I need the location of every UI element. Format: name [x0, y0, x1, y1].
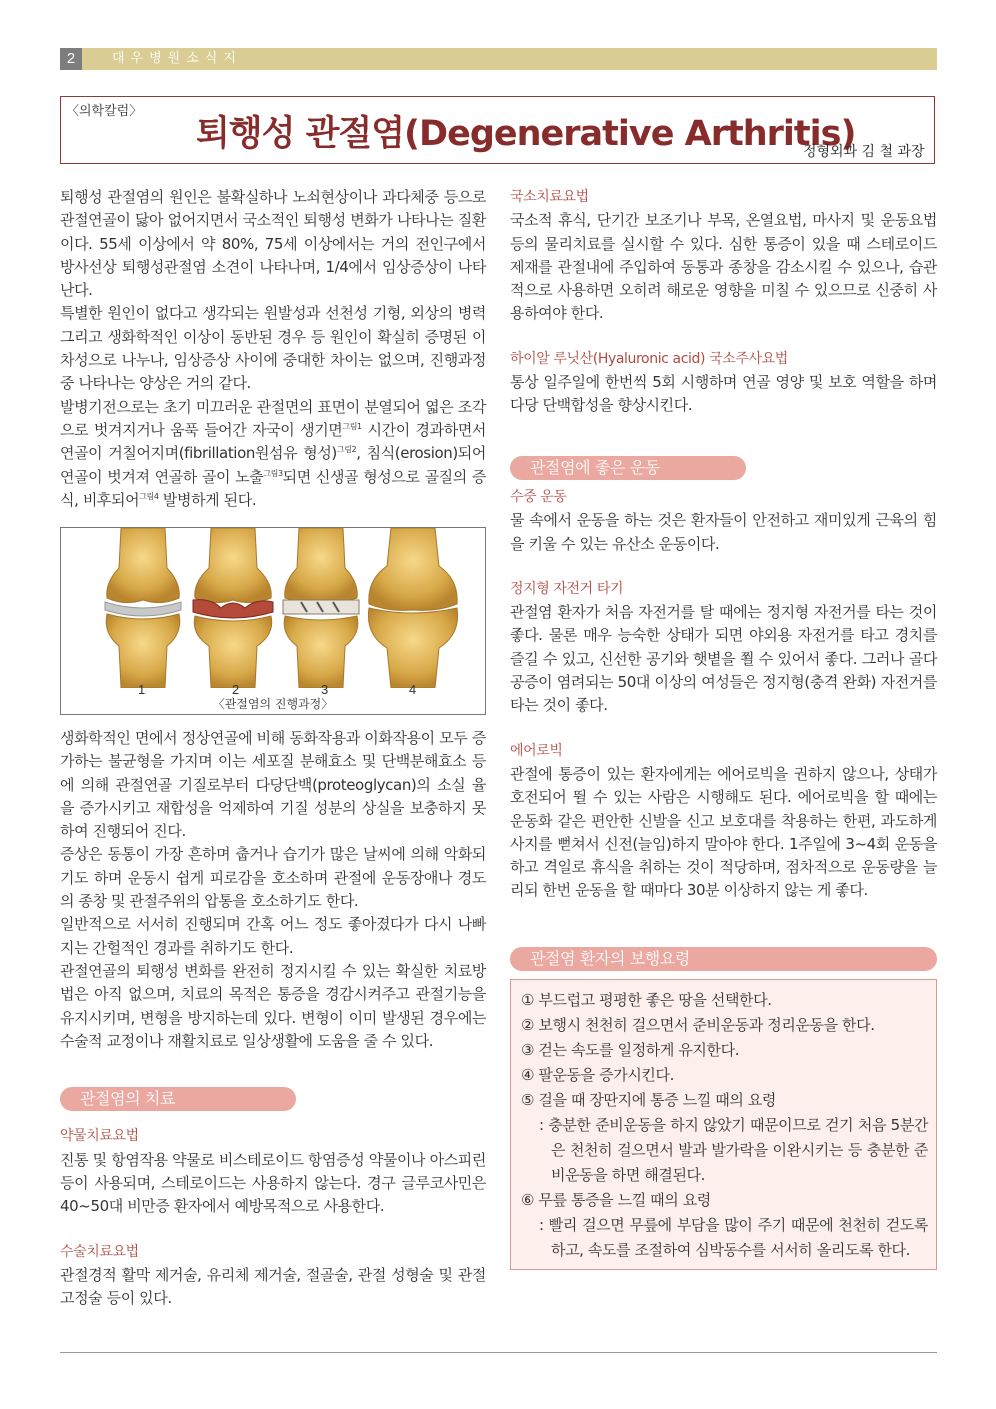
- right-column: [510, 186, 937, 1270]
- walking-item-1: ① 부드럽고 평평한 좋은 땅을 선택한다.: [521, 990, 772, 1009]
- aerobic-title: 에어로빅: [510, 742, 563, 759]
- walking-item-4: ④ 팔운동을 증가시킨다.: [521, 1065, 674, 1084]
- column-tag: 〈의학칼럼〉: [66, 104, 143, 119]
- bike-title: 정지형 자전거 타기: [510, 580, 624, 597]
- walking-item-5-detail: : 충분한 준비운동을 하지 않았기 때문이므로 걷기 처음 5분간은 천천히 걸으면서 발과 발가락을 이완시키는 등 충분한 준비운동을 하면 해결된다.: [539, 1115, 928, 1184]
- joint-stage-2: [193, 528, 273, 688]
- page-number: 2: [60, 48, 82, 70]
- arthritis-progression-figure: [60, 527, 486, 715]
- paragraph-symptoms: 증상은 동통이 가장 흔하며 춥거나 습기가 많은 날씨에 의해 악화되기도 하며 운동시 쉽게 피로감을 호소하며 관절에 운동장애나 경도의 종창 및 관절주위의 압통을 호소하기도 한다.: [60, 845, 486, 911]
- local-therapy-text: 국소적 휴식, 단기간 보조기나 부목, 온열요법, 마사지 및 운동요법 등의 물리치료를 실시할 수 있다. 심한 통증이 있을 때 스테로이드 제재를 관절내에 주입하여 동통과 종창을 감소시킬 수 있으나, 습관적으로 사용하면 오히려 해로운 영향을 미칠 수 있으므로 신중히 사용하여야 한다.: [510, 211, 937, 323]
- swim-text: 물 속에서 운동을 하는 것은 환자들이 안전하고 재미있게 근육의 힘을 키울 수 있는 유산소 운동이다.: [510, 511, 937, 553]
- joint-stage-3: [283, 528, 359, 688]
- paragraph-treatment-goal: 관절연골의 퇴행성 변화를 완전히 정지시킬 수 있는 확실한 치료방법은 아직 없으며, 치료의 목적은 통증을 경감시켜주고 관절기능을 유지시키며, 변형을 방지하는데 있다. 변형이 이미 발생된 경우에는 수술적 교정이나 재활치료로 일상생활에 도움을 줄 수 있다.: [60, 961, 486, 1050]
- drug-therapy-text: 진통 및 항염작용 약물로 비스테로이드 항염증성 약물이나 아스피린 등이 사용되며, 스테로이드는 사용하지 않는다. 경구 글루코사민은 40~50대 비만증 환자에서 예방목적으로 사용한다.: [60, 1150, 486, 1216]
- aerobic-text: 관절에 통증이 있는 환자에게는 에어로빅을 권하지 않으나, 상태가 호전되어 뛸 수 있는 사람은 시행해도 된다. 에어로빅을 할 때에는 운동화 같은 편안한 신발을 신고 보호대를 착용하는 한편, 과도하게 사지를 뻗쳐서 신전(늘임)하지 말아야 한다. 1주일에 3~4회 운동을 하고 격일로 휴식을 취하는 것이 적당하며, 점차적으로 운동량을 늘리되 한번 운동을 할 때마다 30분 이상하지 않는 게 좋다.: [510, 764, 937, 900]
- author-byline: 정형외과 김 철 과장: [803, 144, 925, 160]
- left-column-bottom: [60, 727, 486, 1311]
- figure-label-4: 4: [409, 682, 417, 697]
- paragraph-biochemistry: 생화학적인 면에서 정상연골에 비해 동화작용과 이화작용이 모두 증가하는 불균형을 가지며 이는 세포질 분해효소 및 단백분해효소 등에 의해 관절연골 기질로부터 다당단백(proteoglycan)의 소실 율을 증가시키고 재합성을 억제하여 기질 성분의 상실을 보충하지 못하여 진행되어 진다.: [60, 729, 486, 841]
- drug-therapy-title: 약물치료요법: [60, 1128, 139, 1145]
- swim-title: 수중 운동: [510, 488, 567, 505]
- surgery-title: 수술치료요법: [60, 1243, 139, 1260]
- surgery-text: 관절경적 활막 제거술, 유리체 제거술, 절골술, 관절 성형술 및 관절 고정술 등이 있다.: [60, 1265, 486, 1308]
- figure-label-3: 3: [321, 682, 329, 697]
- left-column-top: [60, 186, 486, 512]
- figure-label-1: 1: [138, 682, 146, 697]
- publication-name: 대우병원소식지: [112, 51, 242, 66]
- figure-label-2: 2: [232, 682, 240, 697]
- paragraph-pathogenesis: 발병기전으로는 초기 미끄러운 관절면의 표면이 분열되어 엷은 조각으로 벗겨지거나 움푹 들어간 자국이 생기면$^{그림1}$ 시간이 경과하면서 연골이 거칠어지며(fibrillation원섬유 형성)$^{그림2}$, 침식(erosion)되어 연골이 벗겨져 연골하 골이 노출$^{그림3}$되면 신생골 형성으로 골질의 증식, 비후되어$^{그림4}$ 발병하게 된다.: [60, 397, 486, 509]
- article-title: 퇴행성 관절염(Degenerative Arthritis): [196, 114, 856, 154]
- hyaluronic-title: 하이알 루닛산(Hyaluronic acid) 국소주사요법: [510, 350, 788, 367]
- exercise-heading: 관절염에 좋은 운동: [510, 456, 746, 480]
- bike-text: 관절염 환자가 처음 자전거를 탈 때에는 정지형 자전거를 타는 것이 좋다. 물론 매우 능숙한 상태가 되면 야외용 자전거를 타고 경치를 즐길 수 있고, 신선한 공기와 햇볕을 쬘 수 있어서 좋다. 그러나 골다공증이 염려되는 50대 이상의 여성들은 정지형(충격 완화) 자전거를 타는 것이 좋다.: [510, 603, 937, 715]
- local-therapy-title: 국소치료요법: [510, 189, 589, 205]
- joint-stage-4: [368, 528, 457, 688]
- walking-item-2: ② 보행시 천천히 걸으면서 준비운동과 정리운동을 한다.: [521, 1015, 875, 1034]
- hyaluronic-text: 통상 일주일에 한번씩 5회 시행하며 연골 영양 및 보호 역할을 하며 다당 단백합성을 향상시킨다.: [510, 373, 937, 415]
- walking-item-5: ⑤ 걸을 때 장딴지에 통증 느낄 때의 요령: [521, 1090, 776, 1109]
- paragraph-cause: 퇴행성 관절염의 원인은 불확실하나 노쇠현상이나 과다체중 등으로 관절연골이 닳아 없어지면서 국소적인 퇴행성 변화가 나타나는 질환이다. 55세 이상에서 약 80%, 75세 이상에서는 거의 전인구에서 방사선상 퇴행성관절염 소견이 나타나며, 1/4에서 임상증상이 나타난다.: [60, 188, 486, 300]
- footer-divider: [60, 1352, 937, 1353]
- walking-item-3: ③ 걷는 속도를 일정하게 유지한다.: [521, 1040, 740, 1059]
- walking-item-6: ⑥ 무릎 통증을 느낄 때의 요령: [521, 1190, 711, 1209]
- paragraph-course: 일반적으로 서서히 진행되며 간혹 어느 정도 좋아졌다가 다시 나빠지는 간헐적인 경과를 취하기도 한다.: [60, 915, 486, 957]
- joint-stage-1: [105, 528, 181, 688]
- treatment-heading: 관절염의 치료: [60, 1087, 296, 1111]
- knee-joints-illustration: [61, 528, 485, 688]
- paragraph-classification: 특별한 원인이 없다고 생각되는 원발성과 선천성 기형, 외상의 병력 그리고 생화학적인 이상이 동반된 경우 등 원인이 확실히 증명된 이차성으로 나누나, 임상증상 사이에 중대한 차이는 없으며, 진행과정 중 나타나는 양상은 거의 같다.: [60, 304, 486, 393]
- walking-heading: 관절염 환자의 보행요령: [510, 947, 937, 971]
- walking-tips-box: [510, 979, 937, 1270]
- figure-caption: 〈관절염의 진행과정〉: [212, 697, 334, 711]
- walking-item-6-detail: : 빨리 걸으면 무릎에 부담을 많이 주기 때문에 천천히 걷도록 하고, 속도를 조절하여 심박동수를 서서히 올리도록 한다.: [539, 1215, 928, 1259]
